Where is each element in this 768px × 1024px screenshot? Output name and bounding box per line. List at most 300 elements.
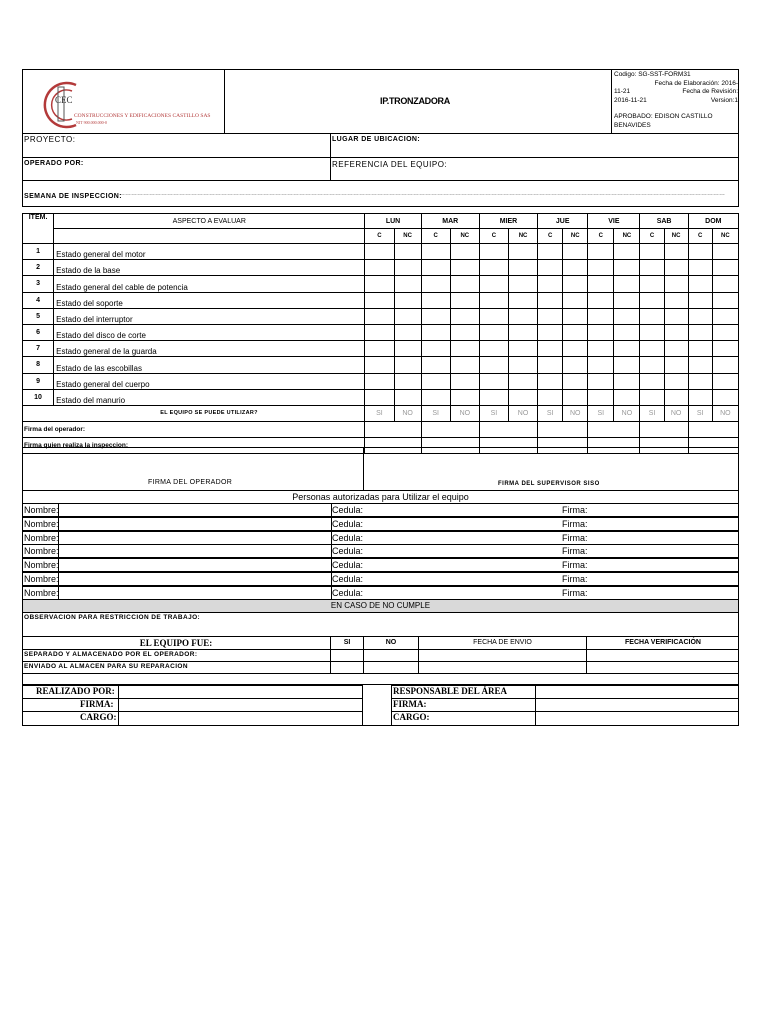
check-cell[interactable]: [450, 276, 479, 292]
responsable-label: RESPONSABLE DEL ÁREA: [393, 686, 508, 696]
check-cell[interactable]: [450, 260, 479, 276]
day-header: SAB: [640, 214, 688, 229]
check-cell[interactable]: [664, 244, 688, 260]
revision-label: Fecha de Revisión:: [682, 88, 738, 95]
nombre-field[interactable]: [73, 588, 328, 599]
check-cell[interactable]: [538, 324, 563, 340]
company-nit: NIT 900.000.000-0: [76, 120, 107, 125]
check-cell[interactable]: [479, 244, 508, 260]
check-cell[interactable]: [563, 260, 588, 276]
check-cell[interactable]: [614, 357, 640, 373]
check-cell[interactable]: [421, 341, 450, 357]
no-option[interactable]: NO: [508, 405, 537, 421]
eval-header-row: [23, 214, 739, 229]
check-cell[interactable]: [508, 357, 537, 373]
check-cell[interactable]: [365, 324, 394, 340]
check-cell[interactable]: [614, 260, 640, 276]
document-code: Codigo: SG-SST-FORM31: [614, 71, 691, 78]
can-use-row: [23, 405, 739, 421]
eval-item-row: [23, 244, 739, 260]
check-cell[interactable]: [640, 389, 664, 405]
firma-field[interactable]: [120, 699, 362, 710]
firma-cell[interactable]: [640, 421, 688, 437]
check-cell[interactable]: [421, 260, 450, 276]
firma-cell[interactable]: [421, 421, 479, 437]
check-cell[interactable]: [421, 389, 450, 405]
can-use-label: EL EQUIPO SE PUEDE UTILIZAR?: [54, 405, 365, 421]
equipo-fue-title: EL EQUIPO FUE:: [139, 638, 213, 648]
firma-cell[interactable]: [538, 421, 588, 437]
nombre-label: Nombre:: [24, 518, 59, 529]
nombre-field[interactable]: [73, 519, 328, 530]
cargo-r-field[interactable]: [537, 712, 737, 724]
check-cell[interactable]: [479, 389, 508, 405]
check-cell[interactable]: [450, 244, 479, 260]
firma-label: Firma:: [562, 518, 588, 529]
observacion-field[interactable]: [24, 623, 737, 635]
check-cell[interactable]: [588, 341, 614, 357]
day-header: LUN: [365, 214, 421, 229]
nombre-label: Nombre:: [24, 532, 59, 543]
check-cell[interactable]: [688, 357, 712, 373]
check-cell[interactable]: [640, 341, 664, 357]
item-number: 5: [23, 308, 54, 324]
firma-field[interactable]: [593, 546, 738, 557]
check-cell[interactable]: [394, 389, 421, 405]
check-cell[interactable]: [588, 276, 614, 292]
firma-row: [23, 421, 739, 437]
authorized-title: Personas autorizadas para Utilizar el equipo: [22, 490, 739, 504]
firma-field[interactable]: [593, 560, 738, 571]
check-cell[interactable]: [394, 292, 421, 308]
check-cell[interactable]: [394, 373, 421, 389]
cedula-field[interactable]: [373, 546, 558, 557]
item-label: Estado general del motor: [54, 244, 365, 260]
eval-subheader-row: [23, 229, 739, 244]
check-cell[interactable]: [712, 276, 738, 292]
check-cell[interactable]: [640, 276, 664, 292]
si-option[interactable]: SI: [640, 405, 664, 421]
firma-cell[interactable]: [588, 421, 640, 437]
cedula-field[interactable]: [373, 560, 558, 571]
firma-r-field[interactable]: [537, 699, 737, 710]
no-option[interactable]: NO: [563, 405, 588, 421]
nc-header: NC: [508, 229, 537, 244]
check-cell[interactable]: [479, 292, 508, 308]
check-cell[interactable]: [421, 244, 450, 260]
authorized-row: [22, 572, 739, 586]
check-cell[interactable]: [394, 244, 421, 260]
check-cell[interactable]: [614, 324, 640, 340]
check-cell[interactable]: [450, 292, 479, 308]
check-cell[interactable]: [563, 244, 588, 260]
nc-header: NC: [450, 229, 479, 244]
check-cell[interactable]: [712, 389, 738, 405]
proyecto-label: PROYECTO:: [24, 135, 76, 144]
check-cell[interactable]: [365, 389, 394, 405]
firma-supervisor-caption: FIRMA DEL SUPERVISOR SISO: [498, 481, 600, 487]
check-cell[interactable]: [664, 341, 688, 357]
check-cell[interactable]: [365, 292, 394, 308]
si-option[interactable]: SI: [588, 405, 614, 421]
no-option[interactable]: NO: [712, 405, 738, 421]
check-cell[interactable]: [450, 357, 479, 373]
check-cell[interactable]: [664, 389, 688, 405]
si-option[interactable]: SI: [365, 405, 394, 421]
authorized-row: [22, 517, 739, 531]
check-cell[interactable]: [664, 260, 688, 276]
no-option[interactable]: NO: [664, 405, 688, 421]
check-cell[interactable]: [640, 260, 664, 276]
item-number: 7: [23, 341, 54, 357]
check-cell[interactable]: [688, 389, 712, 405]
supervisor-signature-area[interactable]: [366, 449, 736, 479]
si-option[interactable]: SI: [688, 405, 712, 421]
check-cell[interactable]: [563, 389, 588, 405]
approved-by: APROBADO: EDISON CASTILLO: [614, 113, 713, 120]
check-cell[interactable]: [365, 308, 394, 324]
check-cell[interactable]: [688, 276, 712, 292]
no-option[interactable]: NO: [394, 405, 421, 421]
item-number: 2: [23, 260, 54, 276]
aspect-header-blank: [54, 229, 365, 244]
semana-label: SEMANA DE INSPECCION:: [24, 193, 122, 200]
operator-signature-area[interactable]: [24, 449, 360, 477]
check-cell[interactable]: [563, 292, 588, 308]
check-cell[interactable]: [365, 341, 394, 357]
check-cell[interactable]: [538, 389, 563, 405]
firma-field[interactable]: [593, 505, 738, 516]
check-cell[interactable]: [640, 244, 664, 260]
check-cell[interactable]: [688, 260, 712, 276]
check-cell[interactable]: [421, 276, 450, 292]
si-option[interactable]: SI: [421, 405, 450, 421]
check-cell[interactable]: [588, 292, 614, 308]
check-cell[interactable]: [614, 389, 640, 405]
nombre-field[interactable]: [73, 546, 328, 557]
check-cell[interactable]: [538, 276, 563, 292]
firma-label: Firma:: [562, 587, 588, 598]
firma-cell[interactable]: [365, 421, 421, 437]
authorized-row: [22, 544, 739, 558]
check-cell[interactable]: [479, 341, 508, 357]
company-name: CONSTRUCCIONES Y EDIFICACIONES CASTILLO SAS: [74, 113, 211, 119]
no-option[interactable]: NO: [450, 405, 479, 421]
elaboration-date: 11-21: [614, 88, 631, 95]
item-label: Estado de las escobillas: [54, 357, 365, 373]
approved-by-tail: BENAVIDES: [614, 121, 651, 129]
cargo-field[interactable]: [120, 712, 362, 724]
separado-label: SEPARADO Y ALMACENADO POR EL OPERADOR:: [24, 651, 198, 658]
responsable-field[interactable]: [537, 686, 737, 697]
check-cell[interactable]: [640, 324, 664, 340]
check-cell[interactable]: [365, 260, 394, 276]
check-cell[interactable]: [450, 324, 479, 340]
check-cell[interactable]: [664, 292, 688, 308]
check-cell[interactable]: [538, 260, 563, 276]
day-header: DOM: [688, 214, 738, 229]
nombre-field[interactable]: [73, 533, 328, 544]
evaluation-table: [22, 213, 739, 454]
lugar-label: LUGAR DE UBICACION:: [332, 136, 421, 143]
check-cell[interactable]: [563, 324, 588, 340]
firma-cell[interactable]: [479, 421, 537, 437]
nc-header: NC: [664, 229, 688, 244]
document-control-box: [614, 71, 738, 130]
item-label: Estado del disco de corte: [54, 324, 365, 340]
check-cell[interactable]: [394, 276, 421, 292]
check-cell[interactable]: [450, 308, 479, 324]
check-cell[interactable]: [394, 357, 421, 373]
check-cell[interactable]: [538, 357, 563, 373]
cedula-field[interactable]: [373, 533, 558, 544]
check-cell[interactable]: [664, 308, 688, 324]
check-cell[interactable]: [479, 357, 508, 373]
cedula-field[interactable]: [373, 519, 558, 530]
check-cell[interactable]: [712, 324, 738, 340]
check-cell[interactable]: [688, 244, 712, 260]
check-cell[interactable]: [479, 324, 508, 340]
check-cell[interactable]: [394, 341, 421, 357]
check-cell[interactable]: [664, 324, 688, 340]
check-cell[interactable]: [365, 373, 394, 389]
authorized-row: [22, 586, 739, 600]
firma-r-label: FIRMA:: [393, 699, 427, 709]
check-cell[interactable]: [563, 308, 588, 324]
nombre-label: Nombre:: [24, 505, 59, 515]
firma-label: Firma:: [562, 546, 588, 557]
item-label: Estado del soporte: [54, 292, 365, 308]
cedula-field[interactable]: [373, 505, 558, 516]
check-cell[interactable]: [479, 373, 508, 389]
check-cell[interactable]: [508, 308, 537, 324]
firma-label: FIRMA:: [80, 699, 114, 709]
nombre-field[interactable]: [73, 560, 328, 571]
check-cell[interactable]: [450, 373, 479, 389]
authorized-row: [22, 558, 739, 572]
check-cell[interactable]: [508, 389, 537, 405]
nombre-field[interactable]: [73, 505, 328, 516]
check-cell[interactable]: [588, 373, 614, 389]
item-label: Estado general de la guarda: [54, 341, 365, 357]
check-cell[interactable]: [712, 260, 738, 276]
check-cell[interactable]: [563, 341, 588, 357]
check-cell[interactable]: [712, 308, 738, 324]
fecha-verificacion-header: FECHA VERIFICACIÓN: [625, 639, 701, 646]
nc-header: NC: [712, 229, 738, 244]
nombre-field[interactable]: [73, 574, 328, 585]
check-cell[interactable]: [450, 389, 479, 405]
check-cell[interactable]: [421, 357, 450, 373]
firma-operador-caption: FIRMA DEL OPERADOR: [148, 479, 233, 486]
check-cell[interactable]: [588, 357, 614, 373]
check-cell[interactable]: [563, 276, 588, 292]
check-cell[interactable]: [508, 260, 537, 276]
check-cell[interactable]: [421, 373, 450, 389]
check-cell[interactable]: [588, 389, 614, 405]
cedula-label: Cedula:: [332, 546, 364, 557]
item-number: 6: [23, 324, 54, 340]
check-cell[interactable]: [365, 276, 394, 292]
cedula-field[interactable]: [373, 588, 558, 599]
semana-field[interactable]: ……………………………………………………………………………………………………………………………………………………………………………………………………………………………………………………………………………: [119, 191, 725, 197]
cedula-label: Cedula:: [332, 560, 364, 571]
eval-item-row: [23, 324, 739, 340]
nombre-label: Nombre:: [24, 574, 59, 584]
check-cell[interactable]: [614, 373, 640, 389]
c-header: C: [365, 229, 394, 244]
eval-item-row: [23, 389, 739, 405]
check-cell[interactable]: [421, 292, 450, 308]
check-cell[interactable]: [664, 373, 688, 389]
check-cell[interactable]: [712, 341, 738, 357]
check-cell[interactable]: [365, 357, 394, 373]
cargo-label: CARGO:: [80, 712, 117, 722]
firma-row-label: Firma del operador:: [23, 421, 365, 437]
check-cell[interactable]: [614, 308, 640, 324]
realizado-field[interactable]: [120, 686, 362, 697]
check-cell[interactable]: [712, 244, 738, 260]
cedula-label: Cedula:: [332, 532, 364, 543]
eval-item-row: [23, 276, 739, 292]
check-cell[interactable]: [688, 341, 712, 357]
item-number: 10: [23, 389, 54, 405]
check-cell[interactable]: [712, 357, 738, 373]
no-cumple-header: EN CASO DE NO CUMPLE: [22, 599, 739, 613]
check-cell[interactable]: [394, 324, 421, 340]
check-cell[interactable]: [614, 276, 640, 292]
check-cell[interactable]: [614, 292, 640, 308]
check-cell[interactable]: [508, 324, 537, 340]
nombre-label: Nombre:: [24, 546, 59, 557]
item-header: ITEM.: [23, 214, 54, 244]
check-cell[interactable]: [588, 244, 614, 260]
eval-item-row: [23, 357, 739, 373]
check-cell[interactable]: [588, 324, 614, 340]
item-label: Estado de la base: [54, 260, 365, 276]
check-cell[interactable]: [614, 341, 640, 357]
authorized-row: [22, 503, 739, 517]
equipo-fue-no: NO: [385, 639, 397, 646]
check-cell[interactable]: [563, 373, 588, 389]
observacion-label: OBSERVACION PARA RESTRICCION DE TRABAJO:: [24, 614, 201, 621]
item-number: 4: [23, 292, 54, 308]
check-cell[interactable]: [688, 292, 712, 308]
check-cell[interactable]: [365, 244, 394, 260]
check-cell[interactable]: [421, 324, 450, 340]
firma-label: Firma:: [562, 532, 588, 543]
check-cell[interactable]: [614, 244, 640, 260]
nombre-label: Nombre:: [24, 560, 59, 571]
day-header: MAR: [421, 214, 479, 229]
c-header: C: [588, 229, 614, 244]
check-cell[interactable]: [712, 292, 738, 308]
check-cell[interactable]: [538, 308, 563, 324]
item-number: 9: [23, 373, 54, 389]
enviado-label: ENVIADO AL ALMACEN PARA SU REPARACION: [24, 663, 188, 670]
check-cell[interactable]: [712, 373, 738, 389]
check-cell[interactable]: [421, 308, 450, 324]
check-cell[interactable]: [538, 373, 563, 389]
fecha-envio-header: FECHA DE ENVIO: [473, 639, 532, 646]
check-cell[interactable]: [664, 276, 688, 292]
check-cell[interactable]: [688, 308, 712, 324]
check-cell[interactable]: [394, 260, 421, 276]
version: Version:1: [710, 96, 738, 104]
cargo-r-label: CARGO:: [393, 712, 430, 722]
firma-cell[interactable]: [688, 421, 738, 437]
check-cell[interactable]: [479, 308, 508, 324]
firma-label: Firma:: [562, 574, 588, 584]
lugar-field[interactable]: [332, 147, 737, 156]
check-cell[interactable]: [640, 373, 664, 389]
firma-row-label: Firma quien realiza la inspeccion:: [23, 437, 365, 453]
check-cell[interactable]: [688, 324, 712, 340]
item-number: 3: [23, 276, 54, 292]
check-cell[interactable]: [508, 373, 537, 389]
cedula-label: Cedula:: [332, 505, 364, 515]
check-cell[interactable]: [688, 373, 712, 389]
check-cell[interactable]: [479, 276, 508, 292]
firma-field[interactable]: [593, 588, 738, 599]
eval-item-row: [23, 308, 739, 324]
check-cell[interactable]: [508, 276, 537, 292]
si-option[interactable]: SI: [538, 405, 563, 421]
item-label: Estado del manurio: [54, 389, 365, 405]
check-cell[interactable]: [664, 357, 688, 373]
revision-date: 2016-11-21: [614, 96, 647, 104]
cedula-label: Cedula:: [332, 574, 364, 584]
no-option[interactable]: NO: [614, 405, 640, 421]
day-header: MIER: [479, 214, 537, 229]
check-cell[interactable]: [450, 341, 479, 357]
c-header: C: [538, 229, 563, 244]
elaboration-label: Fecha de Elaboración: 2016-: [654, 79, 738, 87]
firma-field[interactable]: [593, 533, 738, 544]
check-cell[interactable]: [508, 244, 537, 260]
cedula-field[interactable]: [373, 574, 558, 585]
item-label: Estado del interruptor: [54, 308, 365, 324]
check-cell[interactable]: [640, 357, 664, 373]
realizado-label: REALIZADO POR:: [36, 686, 115, 696]
check-cell[interactable]: [640, 308, 664, 324]
check-cell[interactable]: [588, 308, 614, 324]
check-cell[interactable]: [508, 292, 537, 308]
firma-field[interactable]: [593, 519, 738, 530]
si-option[interactable]: SI: [479, 405, 508, 421]
check-cell[interactable]: [394, 308, 421, 324]
check-cell[interactable]: [640, 292, 664, 308]
item-number: 1: [23, 244, 54, 260]
check-cell[interactable]: [479, 260, 508, 276]
check-cell[interactable]: [538, 341, 563, 357]
check-cell[interactable]: [588, 260, 614, 276]
c-header: C: [640, 229, 664, 244]
day-header: JUE: [538, 214, 588, 229]
check-cell[interactable]: [538, 292, 563, 308]
firma-label: Firma:: [562, 560, 588, 571]
check-cell[interactable]: [508, 341, 537, 357]
firma-field[interactable]: [593, 574, 738, 585]
item-label: Estado general del cuerpo: [54, 373, 365, 389]
check-cell[interactable]: [538, 244, 563, 260]
item-number: 8: [23, 357, 54, 373]
nombre-label: Nombre:: [24, 587, 59, 598]
day-header: VIE: [588, 214, 640, 229]
operado-por-label: OPERADO POR:: [24, 160, 84, 167]
nc-header: NC: [394, 229, 421, 244]
check-cell[interactable]: [563, 357, 588, 373]
